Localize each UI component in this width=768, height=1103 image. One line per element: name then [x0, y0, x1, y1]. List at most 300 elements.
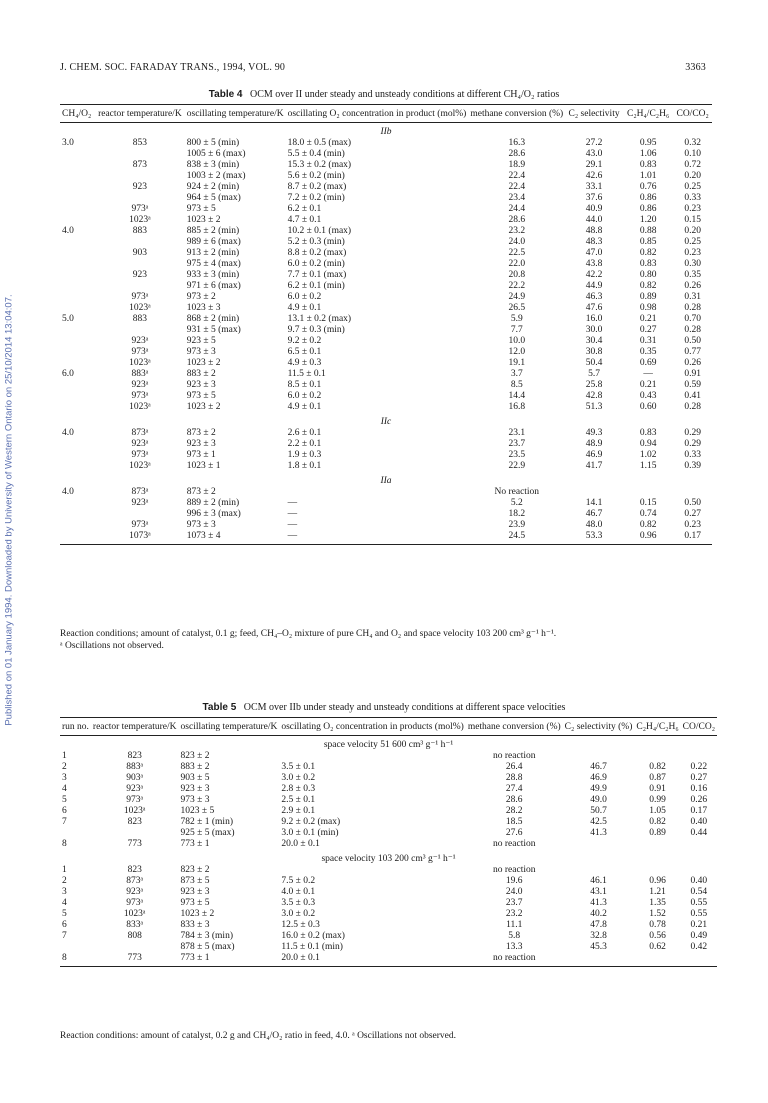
table5-cell	[634, 865, 680, 876]
table4-cell: 973ᵃ	[131, 204, 149, 214]
table5-cell: 16.0 ± 0.2 (max)	[281, 931, 345, 941]
table4-cell: 6.5 ± 0.1	[287, 347, 322, 357]
table4-cell: 5.0	[62, 314, 74, 324]
table4-header-cell: CH₄/O₂	[60, 105, 95, 123]
table5-cell: 1	[62, 865, 67, 875]
table5-cell: 49.9	[590, 784, 607, 794]
table4-cell: 1073 ± 4	[185, 531, 286, 545]
table4-cell: 0.83	[639, 259, 657, 269]
table4-cell: 0.70	[684, 314, 701, 324]
table5-row	[60, 898, 717, 909]
table4-row	[60, 498, 712, 509]
table5-cell: 2.5 ± 0.1	[281, 795, 316, 805]
table5-cell: 0.44	[690, 828, 708, 838]
table5-cell: 40.2	[590, 909, 607, 919]
table4-cell: 923 ± 3	[186, 439, 216, 449]
table4-cell: 0.28	[684, 303, 701, 313]
table5-cell: 784 ± 3 (min)	[180, 931, 233, 941]
table5-cell: 0.54	[690, 887, 708, 897]
table5-cell	[279, 865, 465, 876]
table4-cell	[60, 248, 95, 259]
table4-row	[60, 336, 712, 347]
table4-cell: 1.15	[639, 461, 657, 471]
table5-row	[60, 839, 717, 850]
table4-row	[60, 149, 712, 160]
table4-cell: 10.2 ± 0.1 (max)	[287, 226, 352, 236]
table5-cell	[563, 839, 635, 850]
table5-cell: 1	[62, 751, 67, 761]
table4-cell: 0.10	[684, 149, 701, 159]
table5-cell: 1023 ± 5	[180, 806, 215, 816]
table4-row	[60, 292, 712, 303]
table4-cell: 0.15	[684, 215, 701, 225]
table5-cell: 782 ± 1 (min)	[180, 817, 233, 827]
table4-cell: 22.5	[508, 248, 526, 258]
table5-cell: 0.40	[690, 876, 708, 886]
table4-cell: 33.1	[585, 182, 603, 192]
table4-cell: 1005 ± 6 (max)	[186, 149, 246, 159]
table4-row	[60, 171, 712, 182]
table4-cell: 1023ᵃ	[129, 358, 151, 368]
table4-cell: 0.35	[639, 347, 657, 357]
table5-cell	[60, 828, 91, 839]
table4-cell	[95, 281, 185, 292]
table4-cell: 800 ± 5 (min)	[186, 138, 240, 148]
table4-cell: 44.0	[585, 215, 603, 225]
table5-cell: 923 ± 3	[180, 887, 210, 897]
table4-caption-label: Table 4	[208, 89, 243, 100]
table4-header-cell: oscillating temperature/K	[185, 105, 286, 123]
table4-cell: 6.2 ± 0.1	[287, 204, 322, 214]
table4-cell: 18.2	[508, 509, 526, 519]
table4	[60, 104, 712, 545]
table4-section-label: IIb	[380, 127, 392, 137]
table5-cell	[563, 751, 635, 762]
table4-cell: 26.5	[508, 303, 526, 313]
table4-row	[60, 270, 712, 281]
table5-cell: 8	[60, 953, 91, 967]
table5-cell: 2.9 ± 0.1	[281, 806, 316, 816]
table4-row	[60, 380, 712, 391]
table4-cell: 12.0	[508, 347, 526, 357]
table5-cell: 5	[62, 909, 67, 919]
table5-cell: 20.0 ± 0.1	[281, 839, 320, 849]
table4-cell	[60, 204, 95, 215]
table4-cell: —	[643, 369, 653, 379]
table4-cell: 973ᵃ	[131, 347, 149, 357]
download-watermark	[3, 250, 15, 770]
table5-cell: 20.0 ± 0.1	[279, 953, 465, 967]
table4-cell: 22.0	[508, 259, 526, 269]
table4-cell	[95, 171, 185, 182]
table4-cell: 0.28	[684, 402, 701, 412]
table4-cell: 44.9	[585, 281, 603, 291]
table4-cell: 973 ± 2	[186, 292, 216, 302]
table4-cell: 14.1	[585, 498, 603, 508]
table5-cell: 50.7	[590, 806, 607, 816]
table4-cell: 4.7 ± 0.1	[287, 215, 322, 225]
table4-cell	[60, 303, 95, 314]
table4-cell: 23.5	[508, 450, 526, 460]
table5-cell: 43.1	[590, 887, 607, 897]
table4-footnote-a: ᵃ Oscillations not observed.	[60, 641, 164, 651]
table4-row	[60, 520, 712, 531]
table4-cell: 923 ± 5	[186, 336, 216, 346]
table4-row	[60, 358, 712, 369]
table4-cell: 8.8 ± 0.2 (max)	[287, 248, 347, 258]
table4-row	[60, 347, 712, 358]
table5-cell: 46.7	[590, 762, 607, 772]
table5-caption	[0, 702, 768, 713]
table4-cell: 989 ± 6 (max)	[186, 237, 241, 247]
table4-cell	[60, 237, 95, 248]
table4-row	[60, 391, 712, 402]
table5-cell: 0.55	[690, 898, 708, 908]
table4-cell: 973 ± 3	[186, 347, 216, 357]
table5-header-cell: oscillating temperature/K	[179, 718, 280, 736]
table4-row	[60, 402, 712, 413]
table5-header-cell: CO/CO₂	[681, 718, 717, 736]
table4-footnote	[60, 628, 720, 652]
table4-cell	[60, 149, 95, 160]
table4-row	[60, 509, 712, 520]
table4-cell: 0.94	[639, 439, 657, 449]
table5-cell: 0.56	[649, 931, 666, 941]
table4-cell: 2.6 ± 0.1	[287, 428, 322, 438]
table5-section-label: space velocity 103 200 cm³ g⁻¹ h⁻¹	[321, 854, 456, 864]
table4-cell: 15.3 ± 0.2 (max)	[287, 160, 352, 170]
table4-cell	[60, 439, 95, 450]
table5-caption-text: OCM over IIb under steady and unsteady conditions at different space velocities	[243, 702, 566, 713]
table4-cell: 873	[132, 160, 147, 170]
table5-cell: 1.21	[649, 887, 666, 897]
table4-cell: 1.01	[639, 171, 657, 181]
table5-cell: 23.7	[505, 898, 523, 908]
table5-cell: 883 ± 2	[180, 762, 210, 772]
table4-cell: 29.1	[585, 160, 603, 170]
table5-cell: 0.22	[690, 762, 708, 772]
table4-cell: 923	[132, 182, 147, 192]
table5-cell: 808	[127, 931, 142, 941]
table5-row	[60, 920, 717, 931]
table4-row	[60, 450, 712, 461]
table4-cell: 23.7	[508, 439, 526, 449]
table4-cell: 8.5	[510, 380, 523, 390]
table4-cell: 14.4	[508, 391, 526, 401]
table4-cell: 10.0	[508, 336, 526, 346]
table4-cell	[60, 193, 95, 204]
table4-cell	[60, 270, 95, 281]
table5-cell: 0.17	[690, 806, 708, 816]
table4-cell: 0.85	[639, 237, 657, 247]
table4-cell: 48.0	[585, 520, 603, 530]
table5-cell: 3.0 ± 0.2	[281, 909, 316, 919]
table5-row	[60, 806, 717, 817]
download-watermark-text[interactable]: Published on 01 January 1994. Downloaded by University of Western Ontario on 25/10/2014 13:04:07.	[3, 294, 15, 726]
table4-row	[60, 314, 712, 325]
table4-cell: 43.0	[585, 149, 603, 159]
table4-cell: 3.0	[62, 138, 74, 148]
table4-cell: 24.0	[508, 237, 526, 247]
table5-row	[60, 773, 717, 784]
table5-cell: 27.4	[505, 784, 523, 794]
table4-cell: 889 ± 2 (min)	[186, 498, 240, 508]
table5-header-cell: run no.	[60, 718, 91, 736]
table5-cell: 973 ± 3	[180, 795, 210, 805]
table5-header-cell: methane conversion (%)	[466, 718, 563, 736]
table4-cell: 7.7	[510, 325, 523, 335]
table4-cell: 883 ± 2	[186, 369, 216, 379]
table4-cell: 28.6	[508, 215, 526, 225]
table4-cell: 6.2 ± 0.1 (min)	[287, 281, 345, 291]
table4-cell: 0.69	[639, 358, 657, 368]
table4-cell: 873ᵃ	[131, 428, 149, 438]
table4-caption	[0, 89, 768, 100]
table4-cell: 1.06	[639, 149, 657, 159]
table4-cell: 0.20	[684, 171, 701, 181]
table4-cell: 0.27	[639, 325, 657, 335]
table5-cell: 3.5 ± 0.1	[281, 762, 316, 772]
table4-cell: 27.2	[585, 138, 603, 148]
table4-cell: 0.23	[684, 248, 701, 258]
table5-cell: 0.78	[649, 920, 666, 930]
table4-cell: 1023ᵃ	[129, 303, 151, 313]
table4-cell: 923ᵃ	[131, 336, 149, 346]
table5-cell: 923 ± 3	[180, 784, 210, 794]
table4-cell: 0.31	[639, 336, 657, 346]
table5-row	[60, 953, 717, 967]
table4-cell: 0.35	[684, 270, 701, 280]
table4-cell: 30.4	[585, 336, 603, 346]
table4-cell: 47.0	[585, 248, 603, 258]
table5-cell: 28.8	[505, 773, 523, 783]
table5-cell: 49.0	[590, 795, 607, 805]
table5-cell: 0.27	[690, 773, 708, 783]
table4-cell: 883	[132, 314, 147, 324]
table5-cell	[681, 953, 717, 967]
table5-cell: 11.5 ± 0.1 (min)	[281, 942, 343, 952]
table5-cell: 1023 ± 2	[180, 909, 215, 919]
table5-section-row	[60, 736, 717, 752]
page-number: 3363	[685, 62, 706, 73]
table4-cell: 0.98	[639, 303, 657, 313]
table4-row	[60, 428, 712, 439]
table5-cell: 0.82	[649, 817, 666, 827]
table4-cell: 0.82	[639, 520, 657, 530]
table4-cell	[60, 509, 95, 520]
table5-row	[60, 887, 717, 898]
table4-cell: 0.20	[684, 226, 701, 236]
table5-cell	[681, 865, 717, 876]
journal-header: J. CHEM. SOC. FARADAY TRANS., 1994, VOL. 90	[60, 62, 286, 73]
table4-cell	[673, 487, 712, 498]
table4-cell: 30.0	[585, 325, 603, 335]
table4-cell	[95, 259, 185, 270]
table4-cell	[60, 402, 95, 413]
table4-cell: 933 ± 3 (min)	[186, 270, 240, 280]
table5-footnote: Reaction conditions: amount of catalyst, 0.2 g and CH₄/O₂ ratio in feed, 4.0. ᵃ Oscillations not observed.	[60, 1031, 457, 1041]
table5-row	[60, 931, 717, 942]
table5-cell: 3.0 ± 0.2	[281, 773, 316, 783]
table4-cell: 1023 ± 2	[186, 358, 221, 368]
table5-cell: 873ᵃ	[126, 876, 144, 886]
table4-cell: 996 ± 3 (max)	[186, 509, 241, 519]
table4-cell: 0.29	[684, 428, 701, 438]
table5-cell: 833ᵃ	[126, 920, 144, 930]
table4-cell: 41.7	[585, 461, 603, 471]
table4-section-label: IIa	[380, 476, 392, 486]
table4-cell	[60, 347, 95, 358]
table5-cell: 5	[62, 795, 67, 805]
table4-header-cell: oscillating O₂ concentration in product (mol%)	[286, 105, 469, 123]
table4-row	[60, 138, 712, 149]
table4-row	[60, 281, 712, 292]
table4-cell: 973 ± 1	[186, 450, 216, 460]
table4-cell: 8.7 ± 0.2 (max)	[287, 182, 347, 192]
table4-row	[60, 193, 712, 204]
table5-caption-label: Table 5	[202, 702, 237, 713]
table4-cell: 1023 ± 1	[186, 461, 221, 471]
table5-cell: no reaction	[493, 751, 536, 761]
table5-cell: 46.1	[590, 876, 607, 886]
table4-cell: 4.9 ± 0.3	[287, 358, 322, 368]
table5-cell: 823	[127, 865, 142, 875]
table5-cell: 1.05	[649, 806, 666, 816]
table5-cell: 1.35	[649, 898, 666, 908]
table4-header-row	[60, 105, 712, 123]
table4-cell: 923ᵃ	[131, 498, 149, 508]
table5-section-label: space velocity 51 600 cm³ g⁻¹ h⁻¹	[323, 740, 454, 750]
table4-footnote-conditions: Reaction conditions; amount of catalyst, 0.1 g; feed, CH₄–O₂ mixture of pure CH₄ and O₂ and space velocity 103 200 cm³ g⁻¹ h⁻¹.	[60, 629, 557, 639]
table4-cell: 0.25	[684, 182, 701, 192]
table5-cell: 773 ± 1	[179, 953, 280, 967]
table5-cell: 27.6	[505, 828, 523, 838]
table4-cell: 931 ± 5 (max)	[186, 325, 241, 335]
table4-cell: 16.0	[585, 314, 603, 324]
table5-cell: 18.5	[505, 817, 523, 827]
table4-cell: 873ᵃ	[131, 487, 149, 497]
table4-cell: 51.3	[585, 402, 603, 412]
table4-cell: 0.33	[684, 450, 701, 460]
table4-cell: 0.77	[684, 347, 701, 357]
table4-cell: 1023ᵃ	[129, 461, 151, 471]
table4-cell: 1.02	[639, 450, 657, 460]
table4-cell: 0.26	[684, 358, 701, 368]
table5	[60, 717, 717, 967]
table4-cell: 0.88	[639, 226, 657, 236]
table5-cell	[91, 942, 179, 953]
table4-cell: 16.8	[508, 402, 526, 412]
table4-cell: 23.9	[508, 520, 526, 530]
table4-cell: 25.8	[585, 380, 603, 390]
table5-cell	[60, 942, 91, 953]
table4-cell: 0.21	[639, 314, 657, 324]
table5-cell	[634, 839, 680, 850]
table5-cell: 4	[62, 898, 67, 908]
table4-cell: 7.7 ± 0.1 (max)	[287, 270, 347, 280]
table4-cell	[60, 182, 95, 193]
table5-cell: 41.3	[590, 828, 607, 838]
table4-cell: 37.6	[585, 193, 603, 203]
table5-cell: 2	[62, 762, 67, 772]
table4-cell: 50.4	[585, 358, 603, 368]
table4-cell: 0.32	[684, 138, 701, 148]
table4-cell: 24.4	[508, 204, 526, 214]
table4-cell: 0.89	[639, 292, 657, 302]
table5-cell: 28.6	[505, 795, 523, 805]
table5-cell: 903 ± 5	[180, 773, 210, 783]
table5-cell: 4.0 ± 0.1	[281, 887, 316, 897]
table5-cell: 7	[62, 817, 67, 827]
table4-cell	[60, 171, 95, 182]
table4-caption-text: OCM over II under steady and unsteady conditions at different CH₄/O₂ ratios	[250, 89, 560, 100]
table4-cell	[60, 461, 95, 472]
table4-cell: 40.9	[585, 204, 603, 214]
table5-cell: 973ᵃ	[126, 898, 144, 908]
table4-cell	[95, 325, 185, 336]
table4-cell: 973ᵃ	[131, 450, 149, 460]
table4-cell: —	[287, 509, 298, 519]
table4-cell	[286, 487, 469, 498]
table4-cell: 4.9 ± 0.1	[287, 402, 322, 412]
table5-cell: 46.9	[590, 773, 607, 783]
table4-row	[60, 531, 712, 545]
table4-cell: 24.5	[468, 531, 565, 545]
table5-cell: 903ᵃ	[126, 773, 144, 783]
table4-cell: 6.0 ± 0.2	[287, 292, 322, 302]
table4-cell: 0.74	[639, 509, 657, 519]
table5-cell: 45.3	[590, 942, 607, 952]
table4-cell: 13.1 ± 0.2 (max)	[287, 314, 352, 324]
table5-cell: 0.49	[690, 931, 708, 941]
table5-cell: 773 ± 1	[180, 839, 210, 849]
table4-cell: 0.50	[684, 498, 701, 508]
table5-cell: 2	[62, 876, 67, 886]
table5-header-row	[60, 718, 717, 736]
table5-cell	[634, 751, 680, 762]
table5-row	[60, 784, 717, 795]
table4-cell: 0.86	[639, 204, 657, 214]
table4-cell: 973ᵃ	[131, 520, 149, 530]
table4-cell: 42.6	[585, 171, 603, 181]
table5-cell: 1023ᵃ	[123, 806, 146, 816]
table4-cell	[60, 498, 95, 509]
table4-cell: 973ᵃ	[131, 292, 149, 302]
table5-row	[60, 876, 717, 887]
table5-cell: 0.21	[690, 920, 708, 930]
table5-header-cell: oscillating O₂ concentration in products (mol%)	[279, 718, 465, 736]
table5-cell	[634, 953, 680, 967]
table4-cell: 924 ± 2 (min)	[186, 182, 240, 192]
table5-cell: 42.5	[590, 817, 607, 827]
table4-row	[60, 259, 712, 270]
table4-header-cell: CO/CO₂	[673, 105, 712, 123]
table5-cell: 3	[62, 887, 67, 897]
table4-row	[60, 439, 712, 450]
table5-cell: 23.2	[505, 909, 523, 919]
table4-cell: 42.2	[585, 270, 603, 280]
table4-cell: 7.2 ± 0.2 (min)	[287, 193, 345, 203]
table4-cell: 883	[132, 226, 147, 236]
table5-cell	[91, 828, 179, 839]
table4-cell	[60, 292, 95, 303]
table5-cell: 773	[91, 953, 179, 967]
table4-cell: 0.27	[684, 509, 701, 519]
table5-cell: 1.52	[649, 909, 666, 919]
table5-cell: 923ᵃ	[126, 887, 144, 897]
table4-cell: 0.60	[639, 402, 657, 412]
table4-row	[60, 487, 712, 498]
